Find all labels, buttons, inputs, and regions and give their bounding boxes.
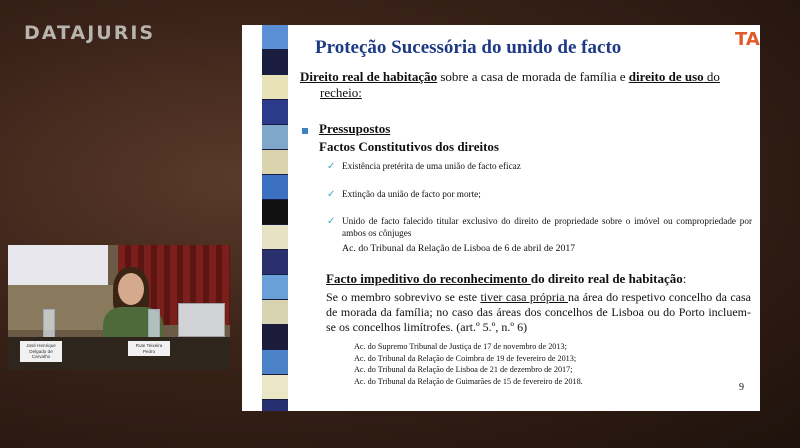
facto-item: Unido de facto falecido titular exclusivo do direito de propriedade sobre o imóvel ou compropriedade por ambos os cônjuges (342, 216, 752, 238)
wall (8, 285, 118, 330)
speaker-video-feed (8, 245, 230, 370)
acordao-item: Ac. do Tribunal da Relação de Coimbra de 19 de fevereiro de 2013; (354, 353, 577, 363)
intro-connector: sobre a casa de morada de família e (437, 69, 629, 84)
page-number: 9 (739, 382, 744, 393)
projection-screen (8, 245, 108, 285)
intro-do: do (703, 69, 720, 84)
acordao-item: Ac. do Supremo Tribunal de Justiça de 17 de novembro de 2013; (354, 342, 567, 351)
para-part1: Se o membro sobrevivo se este (326, 290, 481, 304)
strip-segment (262, 275, 288, 299)
ta-logo-icon: TA (735, 29, 760, 50)
strip-segment (262, 175, 288, 199)
check-icon: ✓ (327, 189, 336, 200)
square-bullet-icon (302, 128, 308, 134)
speaker-face (118, 273, 144, 305)
check-icon: ✓ (327, 216, 336, 227)
nameplate-right: Rute Teixeira Pedro (128, 341, 170, 356)
strip-segment (262, 375, 288, 399)
intro-term-uso: direito de uso (628, 69, 704, 84)
strip-segment (262, 150, 288, 174)
acordao-item: Ac. do Tribunal da Relação de Guimarães de 15 de fevereiro de 2018. (354, 376, 583, 386)
decorative-strip (262, 25, 288, 411)
factos-constitutivos-heading: Factos Constitutivos dos direitos (319, 139, 499, 154)
strip-segment (262, 250, 288, 274)
pressupostos-heading: Pressupostos (319, 121, 391, 136)
strip-segment (262, 25, 288, 49)
para-casa-propria: tiver casa própria (480, 290, 568, 304)
impeditivo-part3: : (682, 271, 687, 286)
strip-segment (262, 125, 288, 149)
intro-text (300, 69, 752, 101)
acordao-citation: Ac. do Tribunal da Relação de Lisboa de 6 de abril de 2017 (342, 243, 576, 254)
para-part3: na área do respetivo concelho da casa de morada da família; no caso das áreas dos concelhos de Lisboa ou do Porto incluem-se os concelhos limítrofes. (art.º 5.º, n.º 6) (326, 290, 752, 334)
facto-item: Extinção da união de facto por morte; (342, 189, 481, 199)
strip-segment (262, 75, 288, 99)
strip-segment (262, 200, 288, 224)
impeditivo-paragraph (326, 290, 751, 335)
strip-segment (262, 300, 288, 324)
water-bottle (148, 309, 160, 339)
intro-term-habitacao: Direito real de habitação (300, 69, 438, 84)
strip-segment (262, 225, 288, 249)
datajuris-logo: DATAJURIS (24, 22, 156, 44)
strip-segment (262, 400, 288, 411)
strip-segment (262, 325, 288, 349)
presentation-slide (242, 25, 760, 411)
strip-segment (262, 350, 288, 374)
strip-segment (262, 50, 288, 74)
intro-recheio: recheio: (320, 85, 362, 100)
nameplate-left: José Henrique Delgado de Carvalho (20, 341, 62, 362)
water-bottle (43, 309, 55, 339)
laptop (178, 303, 225, 337)
impeditivo-part1: Facto impeditivo do reconhecimento (326, 271, 531, 286)
impeditivo-part2: do direito real de habitação (530, 271, 683, 286)
acordao-item: Ac. do Tribunal da Relação de Lisboa de 21 de dezembro de 2017; (354, 365, 573, 374)
acordaos-list (354, 341, 583, 387)
facto-item: Existência pretérita de uma união de facto eficaz (342, 161, 521, 171)
facto-impeditivo-heading (326, 271, 686, 287)
check-icon: ✓ (327, 161, 336, 172)
slide-title: Proteção Sucessória do unido de facto (315, 37, 622, 58)
strip-segment (262, 100, 288, 124)
